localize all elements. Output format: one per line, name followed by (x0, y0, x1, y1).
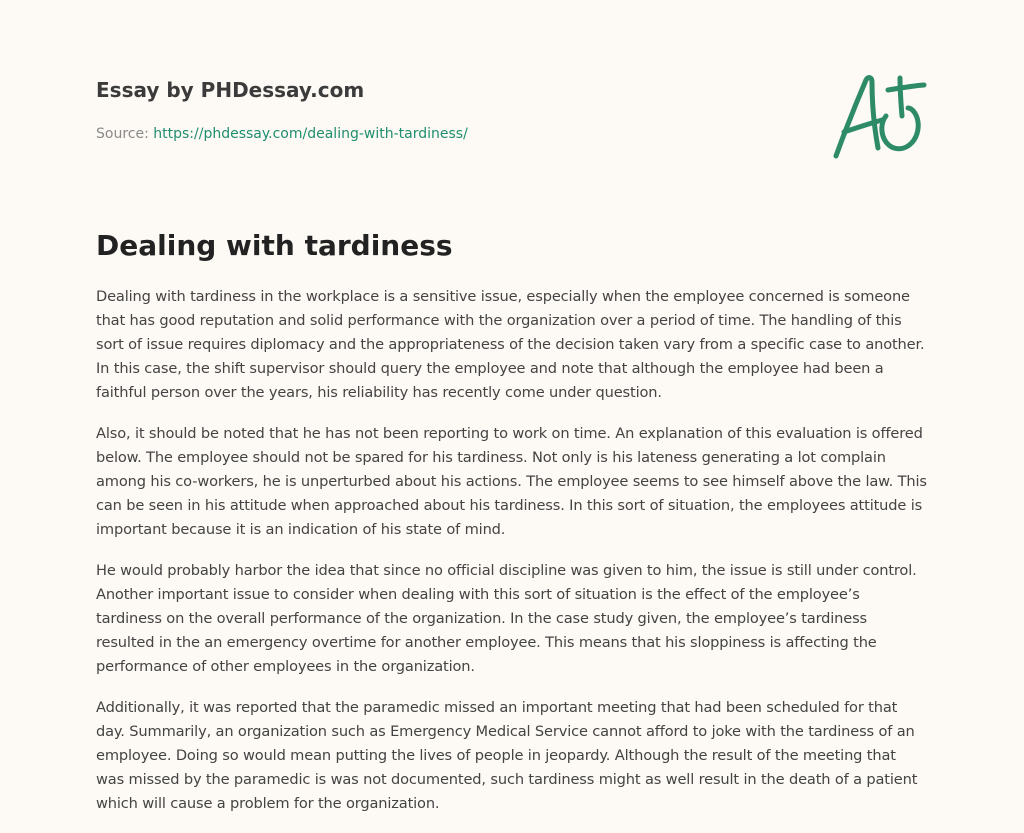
article-paragraph: He would probably harbor the idea that since no official discipline was given to him, the issue is still under control. Another important issue to consider when dealing with this sort of situation is the effect of the employee’s tardiness on the overall performance of the organization. In the case study given, the employee’s tardiness resulted in the an emergency overtime for another employee. This means that his sloppiness is affecting the performance of other employees in the organization. (96, 562, 917, 675)
article-title: Dealing with tardiness (96, 229, 453, 262)
source-line (96, 124, 468, 144)
article-paragraph: Additionally, it was reported that the paramedic missed an important meeting that had been scheduled for that day. Summarily, an organization such as Emergency Medical Service cannot afford to joke with the tardiness of an employee. Doing so would mean putting the lives of people in jeopardy. Although the result of the meeting that was missed by the paramedic is was not documented, such tardiness might as well result in the death of a patient which will cause a problem for the organization. (96, 699, 918, 812)
brand-name: Essay by PHDessay.com (96, 78, 365, 102)
article-paragraph: Also, it should be noted that he has not been reporting to work on time. An explanation of this evaluation is offered below. The employee should not be spared for his tardiness. Not only is his lateness generating a lot complain among his co-workers, he is unperturbed about his actions. The employee seems to see himself above the law. This can be seen in his attitude when approached about his tardiness. In this sort of situation, the employees attitude is important because it is an indication of his state of mind. (96, 425, 927, 538)
source-label: Source: (96, 126, 149, 142)
article-paragraph: Dealing with tardiness in the workplace is a sensitive issue, especially when the employee concerned is someone that has good reputation and solid performance with the organization over a period of time. The handling of this sort of issue requires diplomacy and the appropriateness of the decision taken vary from a specific case to another. In this case, the shift supervisor should query the employee and note that although the employee had been a faithful person over the years, his reliability has recently come under question. (96, 288, 925, 401)
article-body (96, 285, 928, 833)
source-link[interactable]: https://phdessay.com/dealing-with-tardiness/ (153, 126, 468, 142)
a-plus-logo-icon (828, 70, 928, 162)
page-header (96, 76, 928, 166)
